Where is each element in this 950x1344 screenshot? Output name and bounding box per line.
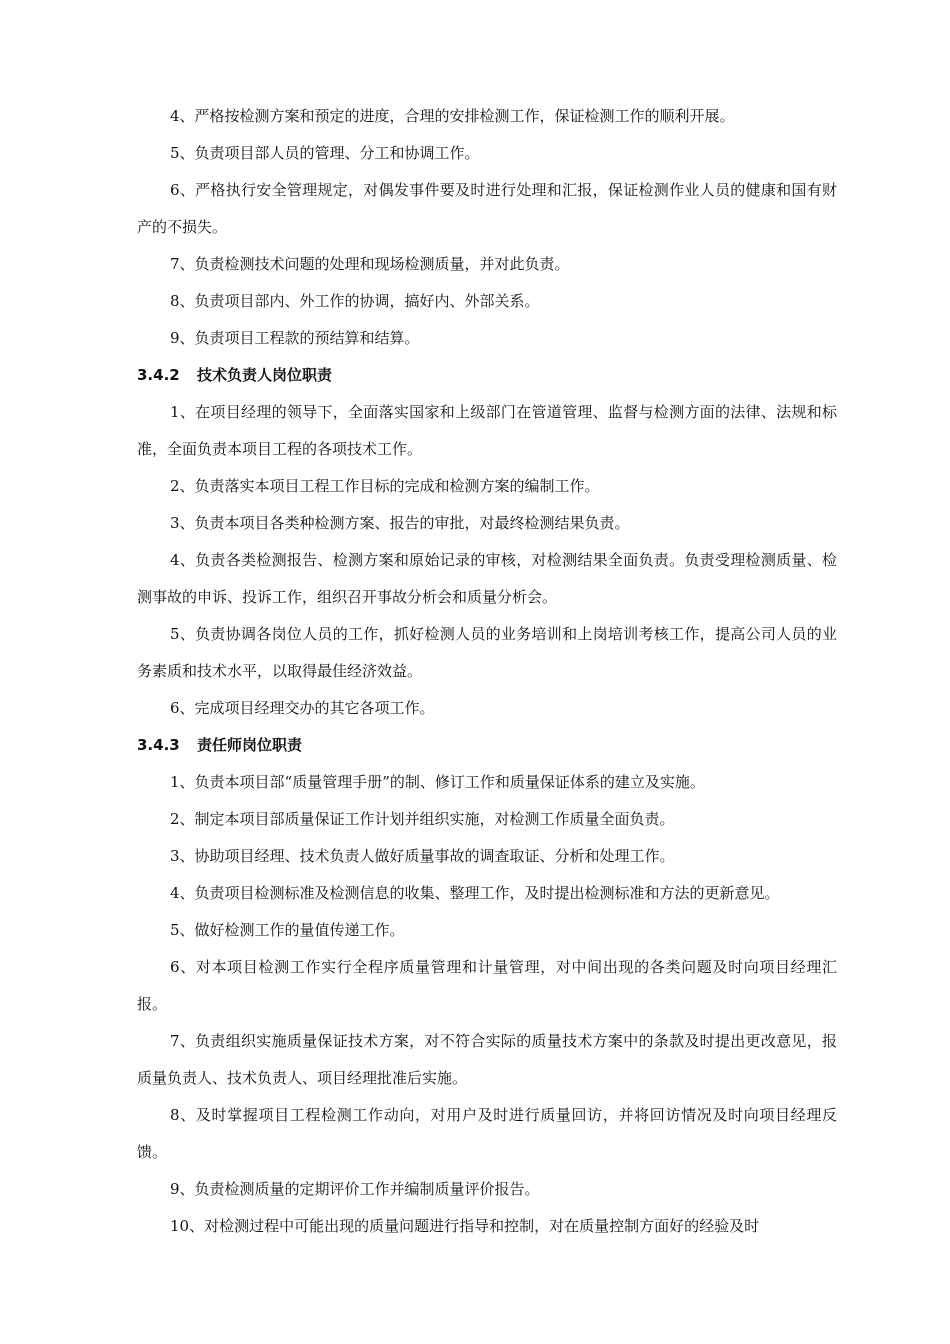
section-title: 责任师岗位职责 <box>197 736 303 754</box>
paragraph-item-8: 8、负责项目部内、外工作的协调，搞好内、外部关系。 <box>170 292 540 310</box>
paragraph-item-3: 3、负责本项目各类种检测方案、报告的审批，对最终检测结果负责。 <box>170 514 630 532</box>
paragraph-item-9: 9、负责检测质量的定期评价工作并编制质量评价报告。 <box>170 1180 540 1198</box>
section-number: 3.4.3 <box>137 736 180 754</box>
paragraph-item-3: 3、协助项目经理、技术负责人做好质量事故的调查取证、分析和处理工作。 <box>170 847 675 865</box>
paragraph-item-7: 7、负责检测技术问题的处理和现场检测质量，并对此负责。 <box>170 255 570 273</box>
paragraph-item-5: 5、负责项目部人员的管理、分工和协调工作。 <box>170 144 480 162</box>
paragraph-item-1: 1、在项目经理的领导下，全面落实国家和上级部门在管道管理、监督与检测方面的法律、法规和标准，全面负责本项目工程的各项技术工作。 <box>137 403 837 458</box>
paragraph-item-4: 4、负责各类检测报告、检测方案和原始记录的审核，对检测结果全面负责。负责受理检测质量、检测事故的申诉、投诉工作，组织召开事故分析会和质量分析会。 <box>137 551 837 606</box>
section-heading-3-4-2 <box>137 357 837 394</box>
section-heading-3-4-3 <box>137 727 837 764</box>
paragraph-item-10: 10、对检测过程中可能出现的质量问题进行指导和控制，对在质量控制方面好的经验及时 <box>170 1217 760 1235</box>
paragraph-item-7: 7、负责组织实施质量保证技术方案，对不符合实际的质量技术方案中的条款及时提出更改意见，报质量负责人、技术负责人、项目经理批准后实施。 <box>137 1032 837 1087</box>
paragraph-item-6: 6、严格执行安全管理规定，对偶发事件要及时进行处理和汇报，保证检测作业人员的健康和国有财产的不损失。 <box>137 181 837 236</box>
paragraph-item-5: 5、负责协调各岗位人员的工作，抓好检测人员的业务培训和上岗培训考核工作，提高公司人员的业务素质和技术水平，以取得最佳经济效益。 <box>137 625 837 680</box>
paragraph-item-4: 4、负责项目检测标准及检测信息的收集、整理工作，及时提出检测标准和方法的更新意见。 <box>170 884 780 902</box>
paragraph-item-6: 6、完成项目经理交办的其它各项工作。 <box>170 699 435 717</box>
paragraph-item-4: 4、严格按检测方案和预定的进度，合理的安排检测工作，保证检测工作的顺利开展。 <box>170 107 735 125</box>
section-number: 3.4.2 <box>137 366 180 384</box>
paragraph-item-8: 8、及时掌握项目工程检测工作动向，对用户及时进行质量回访，并将回访情况及时向项目经理反馈。 <box>137 1106 837 1161</box>
paragraph-item-2: 2、负责落实本项目工程工作目标的完成和检测方案的编制工作。 <box>170 477 600 495</box>
paragraph-item-1: 1、负责本项目部“质量管理手册”的制、修订工作和质量保证体系的建立及实施。 <box>170 773 705 791</box>
document-body <box>137 98 837 1245</box>
paragraph-item-9: 9、负责项目工程款的预结算和结算。 <box>170 329 420 347</box>
section-title: 技术负责人岗位职责 <box>197 366 333 384</box>
paragraph-item-6: 6、对本项目检测工作实行全程序质量管理和计量管理，对中间出现的各类问题及时向项目经理汇报。 <box>137 958 837 1013</box>
paragraph-item-2: 2、制定本项目部质量保证工作计划并组织实施，对检测工作质量全面负责。 <box>170 810 675 828</box>
paragraph-item-5: 5、做好检测工作的量值传递工作。 <box>170 921 405 939</box>
